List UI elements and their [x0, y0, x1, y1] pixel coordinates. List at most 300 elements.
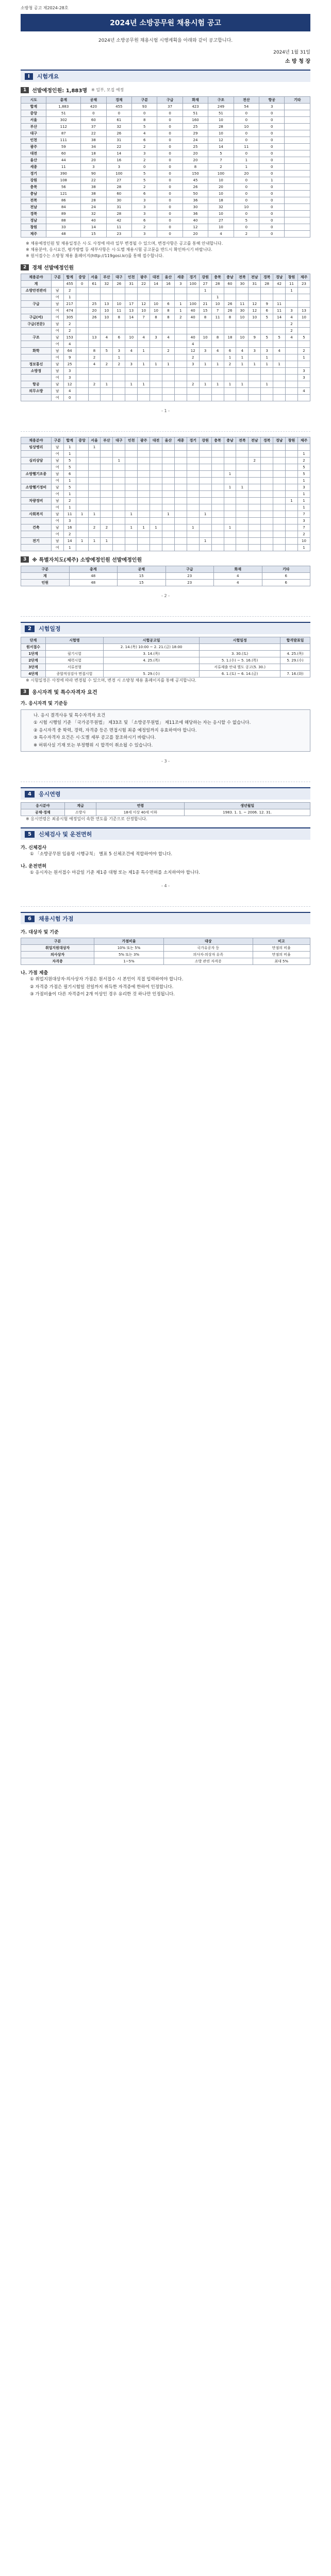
table-cell: 1 [125, 381, 138, 388]
table-cell: 5% 또는 3% [94, 952, 164, 958]
column-header: 경북 [261, 437, 273, 444]
table-cell: 4 [273, 348, 286, 354]
column-header: 경북 [261, 274, 273, 281]
table-cell [76, 504, 88, 511]
table-cell [88, 478, 101, 484]
table-cell [286, 524, 298, 531]
table-cell: 1 [88, 511, 101, 518]
table-cell: 51 [208, 110, 234, 117]
table-cell: 1 [63, 478, 76, 484]
table-cell [249, 375, 261, 381]
table-row [21, 671, 310, 677]
table-cell [261, 491, 273, 498]
table-cell [174, 464, 187, 471]
table-cell [261, 457, 273, 464]
table-row [21, 644, 310, 651]
table-row [21, 457, 310, 464]
column-header: 울산 [162, 437, 174, 444]
table-cell [261, 444, 273, 451]
table-cell [76, 531, 88, 538]
table-cell: 0 [157, 197, 183, 204]
table-cell [125, 287, 138, 294]
table-cell: 2 [113, 361, 125, 368]
table-cell: 7 [211, 308, 224, 314]
table-cell [174, 518, 187, 524]
table-cell: 30 [236, 281, 249, 287]
table-cell: 1 [63, 444, 76, 451]
table-row [21, 375, 310, 381]
row-label [21, 354, 52, 361]
table-cell: 여 [51, 451, 63, 457]
table-cell: 5 [132, 177, 157, 184]
table-cell [101, 498, 113, 504]
table-cell: 6 [262, 580, 310, 586]
table-cell: 1 [286, 498, 298, 504]
table-cell: 11 [46, 164, 81, 171]
table-row [21, 368, 310, 375]
table-cell: 3 [261, 348, 273, 354]
table-cell: 302 [46, 117, 81, 124]
table-cell [261, 368, 273, 375]
table-cell: 3 [63, 518, 76, 524]
table-cell: 18 [208, 197, 234, 204]
table-cell: 48 [69, 573, 118, 580]
row-label: 임상병리 [21, 444, 52, 451]
table-cell [150, 375, 162, 381]
table-cell: 11 [273, 301, 286, 308]
table-cell: 0 [259, 191, 285, 197]
row-label: 경남 [21, 217, 46, 224]
table-cell [285, 164, 310, 171]
table-cell: 2 [187, 381, 199, 388]
table-cell [224, 538, 236, 545]
row-label: 구급 [21, 301, 52, 308]
table-cell: 3 [125, 361, 138, 368]
column-header: 합격발표일 [280, 637, 310, 644]
table-header-row [21, 97, 310, 104]
table-cell [236, 498, 249, 504]
table-cell: 4. 25.(목) [103, 657, 199, 664]
table-cell: 1 [63, 504, 76, 511]
table-cell [101, 464, 113, 471]
table-cell [285, 110, 310, 117]
table-cell: 4 [211, 348, 224, 354]
table-cell [286, 301, 298, 308]
table-cell [211, 504, 224, 511]
table-cell [101, 518, 113, 524]
table-cell: 0 [157, 150, 183, 157]
row-label: 전북 [21, 197, 46, 204]
table-cell [76, 321, 88, 328]
table-cell: 30 [183, 204, 208, 211]
table-cell: 6 [162, 301, 174, 308]
column-header: 충남 [224, 274, 236, 281]
row-label: 소방안전관리 [21, 287, 52, 294]
table-cell: 1 [199, 381, 211, 388]
table-cell [211, 538, 224, 545]
table-cell [174, 545, 187, 551]
table-cell [236, 451, 249, 457]
table-cell: 7 [138, 314, 150, 321]
table-cell [113, 491, 125, 498]
table-cell: 11 [113, 308, 125, 314]
column-header: 구분 [21, 938, 94, 945]
table-cell: 13 [125, 308, 138, 314]
table-cell [249, 491, 261, 498]
list-item: ② 응시자격 중 학력, 경력, 자격증 등은 면접시험 최종 예정일까지 유효하여야 합니다. [34, 727, 197, 733]
table-cell: 8 [132, 117, 157, 124]
table-cell: 5 [261, 314, 273, 321]
table-row [21, 504, 310, 511]
table-cell: 32 [101, 281, 113, 287]
table-cell [236, 368, 249, 375]
table-cell [199, 294, 211, 301]
section-number: 6 [25, 916, 35, 922]
row-label: 서울 [21, 117, 46, 124]
table-cell: 남 [51, 444, 63, 451]
column-header: 인천 [125, 437, 138, 444]
schedule-note: ※ 시험일정은 사정에 따라 변경될 수 있으며, 변경 시 소방청 채용 홈페이지를 통해 공지합니다. [26, 678, 196, 683]
table-cell [211, 388, 224, 395]
table-cell [174, 524, 187, 531]
table-cell [125, 328, 138, 334]
table-cell [138, 354, 150, 361]
table-cell: 217 [63, 301, 76, 308]
table-cell [162, 388, 174, 395]
table-cell [273, 287, 286, 294]
table-cell [187, 294, 199, 301]
table-cell: 45 [183, 177, 208, 184]
table-cell [261, 471, 273, 478]
table-cell [76, 314, 88, 321]
table-cell: 26 [224, 301, 236, 308]
table-cell [224, 388, 236, 395]
table-cell [187, 478, 199, 484]
table-cell [150, 348, 162, 354]
table-cell: 4 [162, 334, 174, 341]
table-cell: 여 [51, 531, 63, 538]
table-cell [150, 287, 162, 294]
table-cell [88, 451, 101, 457]
physical-heading: 가. 신체검사 [21, 845, 47, 851]
table-cell [103, 664, 199, 671]
table-cell [285, 217, 310, 224]
table-cell [187, 451, 199, 457]
table-cell: 0 [157, 130, 183, 137]
table-cell: 2 [234, 231, 259, 238]
table-cell [286, 545, 298, 551]
table-cell: 28 [81, 197, 106, 204]
table-header-row [21, 566, 310, 573]
physical-text: ① 「소방공무원 임용령 시행규칙」 별표 5 신체조건에 적합하여야 합니다. [30, 852, 173, 857]
table-cell: 40 [183, 217, 208, 224]
table-cell: 0 [259, 184, 285, 191]
table-cell: 여 [51, 478, 63, 484]
row-label: 부산 [21, 124, 46, 130]
table-cell: 5. 29.(수) [103, 671, 199, 677]
table-row [21, 545, 310, 551]
table-cell [174, 388, 187, 395]
table-row [21, 958, 310, 965]
row-label: 정보통신 [21, 361, 52, 368]
table-cell: 10 [208, 191, 234, 197]
table-cell [138, 368, 150, 375]
table-row [21, 204, 310, 211]
table-cell: 26 [224, 308, 236, 314]
table-cell [199, 484, 211, 491]
table-cell [285, 144, 310, 150]
column-header: 대상 [163, 938, 253, 945]
table-cell: 25 [183, 124, 208, 130]
table-cell: 1 [199, 361, 211, 368]
table-cell [297, 361, 310, 368]
section-number: 4 [25, 791, 35, 798]
table-cell: 서류전형 [45, 664, 103, 671]
table-cell: 38 [81, 137, 106, 144]
table-cell [138, 518, 150, 524]
table-cell [236, 511, 249, 518]
table-cell [76, 287, 88, 294]
table-cell [174, 504, 187, 511]
table-cell: 42 [106, 217, 131, 224]
table-cell: 0 [157, 110, 183, 117]
table-cell [101, 471, 113, 478]
table-cell: 4. 25.(목) [280, 651, 310, 657]
license-heading: 나. 운전면허 [21, 863, 47, 869]
table-cell: 13 [297, 308, 310, 314]
table-cell: 8 [162, 314, 174, 321]
table-cell: 0 [234, 110, 259, 117]
table-cell [249, 504, 261, 511]
column-header: 단계 [21, 637, 46, 644]
table-cell [138, 457, 150, 464]
table-cell: 10 [208, 224, 234, 231]
table-cell: 1 [63, 451, 76, 457]
table-cell: 18 [224, 334, 236, 341]
table-cell [174, 375, 187, 381]
table-cell [174, 538, 187, 545]
row-label: 중앙 [21, 110, 46, 117]
table-row [21, 287, 310, 294]
table-cell [249, 471, 261, 478]
section-schedule [21, 622, 310, 764]
table-cell [138, 464, 150, 471]
table-cell [88, 518, 101, 524]
table-cell [88, 368, 101, 375]
table-cell [249, 511, 261, 518]
table-cell [297, 341, 310, 348]
table-cell: 8 [162, 308, 174, 314]
table-cell: 2 [286, 321, 298, 328]
table-cell [285, 211, 310, 217]
table-cell: 2 [88, 524, 101, 531]
table-cell: 6 [224, 348, 236, 354]
subsection-header [21, 86, 310, 94]
table-row [21, 651, 310, 657]
page-divider [21, 413, 310, 432]
table-cell [125, 498, 138, 504]
table-cell [286, 457, 298, 464]
table-cell [273, 341, 286, 348]
table-cell [125, 395, 138, 401]
table-cell: 1 [199, 511, 211, 518]
table-cell: 0 [259, 137, 285, 144]
table-cell [236, 478, 249, 484]
table-cell [224, 457, 236, 464]
table-cell [150, 478, 162, 484]
table-cell: 5 [261, 334, 273, 341]
table-cell [199, 545, 211, 551]
table-cell [76, 444, 88, 451]
table-cell [224, 321, 236, 328]
table-cell [273, 538, 286, 545]
table-cell: 1 [162, 361, 174, 368]
table-cell: 2 [63, 498, 76, 504]
row-label [21, 328, 52, 334]
table-cell [76, 301, 88, 308]
row-label: 전기 [21, 538, 52, 545]
table-cell: 5 [63, 484, 76, 491]
table-cell [286, 504, 298, 511]
table-cell [199, 341, 211, 348]
table-cell [174, 287, 187, 294]
table-cell: 2 [63, 321, 76, 328]
table-cell: 서류제출 안내 별도 공고(5. 30.) [200, 664, 280, 671]
table-cell [174, 381, 187, 388]
table-cell: 여 [51, 375, 63, 381]
section-header [21, 827, 310, 840]
row-label [21, 294, 52, 301]
table-cell [187, 484, 199, 491]
section-header [21, 787, 310, 800]
column-header: 항공 [259, 97, 285, 104]
table-cell [150, 464, 162, 471]
table-cell: 1 [138, 524, 150, 531]
column-header: 경기 [187, 274, 199, 281]
table-cell [187, 545, 199, 551]
table-cell [285, 104, 310, 110]
table-cell [113, 388, 125, 395]
section-header [21, 70, 310, 82]
table-cell: 0 [157, 184, 183, 191]
table-cell: 1 [224, 471, 236, 478]
table-row [21, 348, 310, 354]
table-cell [187, 287, 199, 294]
table-cell [76, 328, 88, 334]
table-cell: 2 [208, 164, 234, 171]
page-divider [21, 598, 310, 617]
table-cell: 4 [63, 388, 76, 395]
section-bonus [21, 912, 310, 998]
table-cell: 40 [187, 308, 199, 314]
table-cell: 소방사 [64, 809, 96, 816]
table-cell [273, 354, 286, 361]
column-header: 채용분야 [21, 437, 52, 444]
column-header: 구분 [132, 97, 157, 104]
column-header: 충남 [224, 437, 236, 444]
table-cell: 1 [211, 361, 224, 368]
table-cell: 1 [174, 301, 187, 308]
table-cell [187, 464, 199, 471]
table-cell: 24 [183, 137, 208, 144]
row-label: 화학 [21, 348, 52, 354]
lead-text: 2024년 소방공무원 채용시험 시행계획을 아래와 같이 공고합니다. [98, 38, 233, 43]
table-cell: 60 [224, 281, 236, 287]
table-cell [174, 478, 187, 484]
table-cell [174, 498, 187, 504]
column-header: 시도 [21, 97, 46, 104]
table-cell [150, 354, 162, 361]
table-cell [76, 341, 88, 348]
table-cell [113, 484, 125, 491]
table-cell [285, 150, 310, 157]
table-cell: 0 [259, 164, 285, 171]
table-cell [125, 464, 138, 471]
table-cell: 5 [132, 171, 157, 177]
table-cell [150, 444, 162, 451]
table-cell: 28 [106, 211, 131, 217]
table-cell: 61 [106, 117, 131, 124]
table-cell: 423 [183, 104, 208, 110]
table-cell: 1 [63, 545, 76, 551]
row-label [21, 478, 52, 484]
table-cell [138, 444, 150, 451]
table-cell [273, 294, 286, 301]
table-cell [162, 328, 174, 334]
table-cell: 48 [46, 231, 81, 238]
column-header: 창원 [286, 437, 298, 444]
table-cell [211, 375, 224, 381]
table-cell: 4 [297, 388, 310, 395]
table-cell [286, 348, 298, 354]
column-header: 계급 [64, 803, 96, 809]
table-cell: 28 [208, 124, 234, 130]
table-cell [297, 395, 310, 401]
table-cell: 455 [63, 281, 76, 287]
column-header: 전남 [249, 437, 261, 444]
table-cell: 여 [51, 328, 63, 334]
table-cell: 1 [259, 177, 285, 184]
table-row [21, 341, 310, 348]
table-cell: 3 [199, 348, 211, 354]
subsection-note: ※ 일부, 모집 예정 [91, 88, 124, 92]
column-header: 응시분야 [21, 803, 65, 809]
table-cell [273, 471, 286, 478]
column-header: 시험공고일 [103, 637, 199, 644]
selection-table [21, 96, 310, 238]
table-cell [285, 191, 310, 197]
table-cell: 1 [249, 361, 261, 368]
section-number: 5 [25, 831, 35, 838]
table-cell [76, 498, 88, 504]
page-number: - 1 - [161, 409, 170, 413]
table-cell [199, 498, 211, 504]
table-cell [187, 375, 199, 381]
table-cell [113, 464, 125, 471]
table-row [21, 117, 310, 124]
table-cell: 15 [199, 308, 211, 314]
row-label: 심리상담 [21, 457, 52, 464]
row-label: 공채·경채 [21, 809, 65, 816]
subsection-header [21, 555, 310, 563]
table-cell [174, 334, 187, 341]
table-cell: 100 [187, 301, 199, 308]
table-cell [236, 538, 249, 545]
table-row [21, 573, 310, 580]
table-cell [199, 375, 211, 381]
table-cell [76, 381, 88, 388]
table-row [21, 308, 310, 314]
